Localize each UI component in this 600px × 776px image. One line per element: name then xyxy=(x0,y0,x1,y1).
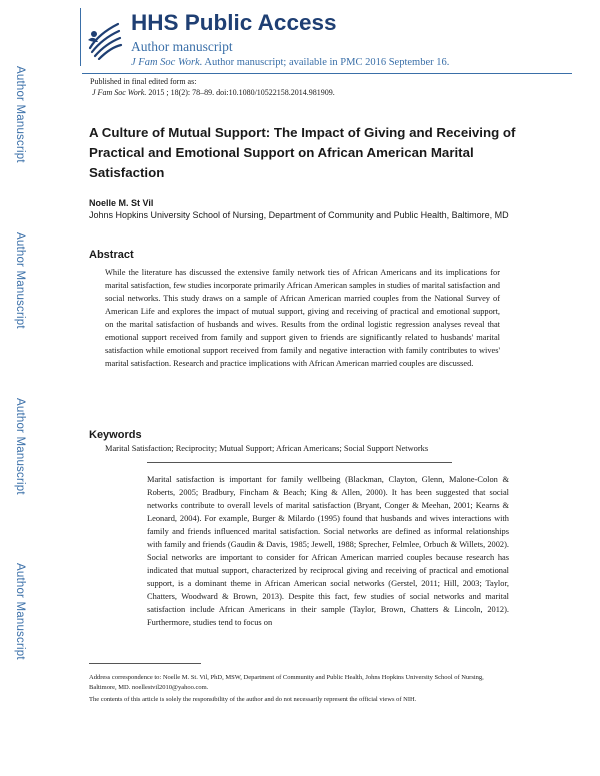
citation-details: 2015 ; 18(2): 78–89. doi:10.1080/10522158.2014.981909. xyxy=(146,88,335,97)
published-in-label: Published in final edited form as: xyxy=(90,77,197,86)
journal-availability: Author manuscript; available in PMC 2016 September 16. xyxy=(202,57,450,68)
footnote-divider xyxy=(89,663,201,664)
citation-journal: J Fam Soc Work. xyxy=(92,88,147,97)
abstract-text: While the literature has discussed the extensive family network ties of African Americans and its implications for marital satisfaction, few studies incorporate primarily African American samples in studies of marital satisfaction and social networks. This study draws on a sample of African American married couples from the National Survey of American Life and explores the impact of mutual support, giving and receiving of practical and emotional support, on the marital satisfaction of husbands and wives. Results from the ordinal logistic regression analyses reveal that emotional support received from family and support given to friends are significantly related to husbands' marital satisfaction while emotional support received from family and negative interaction with family contributes to wives' marital satisfaction. Research and practice implications with African American married couples are discussed. xyxy=(105,268,500,368)
keywords-text: Marital Satisfaction; Reciprocity; Mutual Support; African Americans; Social Support Networks xyxy=(105,444,429,453)
citation-line xyxy=(92,88,335,97)
sidebar-author-manuscript-label-4: Author Manuscript xyxy=(14,563,26,660)
section-divider xyxy=(147,462,452,463)
hhs-public-access-title: HHS Public Access xyxy=(131,10,337,35)
hhs-eagle-logo-icon xyxy=(84,16,124,60)
introduction-text: Marital satisfaction is important for family wellbeing (Blackman, Clayton, Glenn, Malone-Colon & Roberts, 2005; Bradbury, Fincham & Beach; King & Allen, 2000). It has been suggested that social networks contribute to overall levels of marital satisfaction (Bryant, Conger & Meehan, 2001; Kearns & Leonard, 2004). For example, Burger & Milardo (1995) found that husbands and wives interactions with family and friends influenced marital satisfaction. Social networks are defined as informal relationships with family and friends (Gaudin & Davis, 1985; Jewell, 1988; Sprecher, Felmlee, Orbuch & Willets, 2002). Social networks are important to consider for African American married couples because research has indicated that mutual support, characterized by reciprocal giving and receiving of practical and emotional support, is a dominant theme in African American social networks (Gerstel, 2011; Hill, 2003; Taylor, Chatters, Woodward & Brown, 2013). Despite this fact, few studies of social networks and marital satisfaction include African Americans in their sample (Taylor, Brown, Chatters & Lincoln, 2012). Furthermore, studies tend to focus on xyxy=(147,475,509,627)
correspondence-footnote: Address correspondence to: Noelle M. St. Vil, PhD, MSW, Department of Community and Public Health, Johns Hopkins University School of Nursing, Baltimore, MD. noellestvil2010@yahoo.com. xyxy=(89,674,484,691)
abstract-heading: Abstract xyxy=(89,249,134,261)
journal-name: J Fam Soc Work. xyxy=(131,57,203,68)
author-name: Noelle M. St Vil xyxy=(89,198,154,208)
author-affiliation: Johns Hopkins University School of Nursing, Department of Community and Public Health, Baltimore, MD xyxy=(89,210,509,220)
header-vertical-rule xyxy=(80,8,81,66)
sidebar-author-manuscript-label-1: Author Manuscript xyxy=(14,66,26,163)
disclaimer-footnote: The contents of this article is solely the responsibility of the author and do not necessarily represent the official views of NIH. xyxy=(89,696,417,703)
sidebar-author-manuscript-label-3: Author Manuscript xyxy=(14,398,26,495)
keywords-heading: Keywords xyxy=(89,429,142,441)
article-title: A Culture of Mutual Support: The Impact of Giving and Receiving of Practical and Emotional Support on African American Marital Satisfaction xyxy=(89,125,516,180)
header-horizontal-rule xyxy=(82,73,572,74)
author-manuscript-subtitle: Author manuscript xyxy=(131,39,233,54)
journal-status-line xyxy=(131,57,449,68)
sidebar-author-manuscript-label-2: Author Manuscript xyxy=(14,232,26,329)
